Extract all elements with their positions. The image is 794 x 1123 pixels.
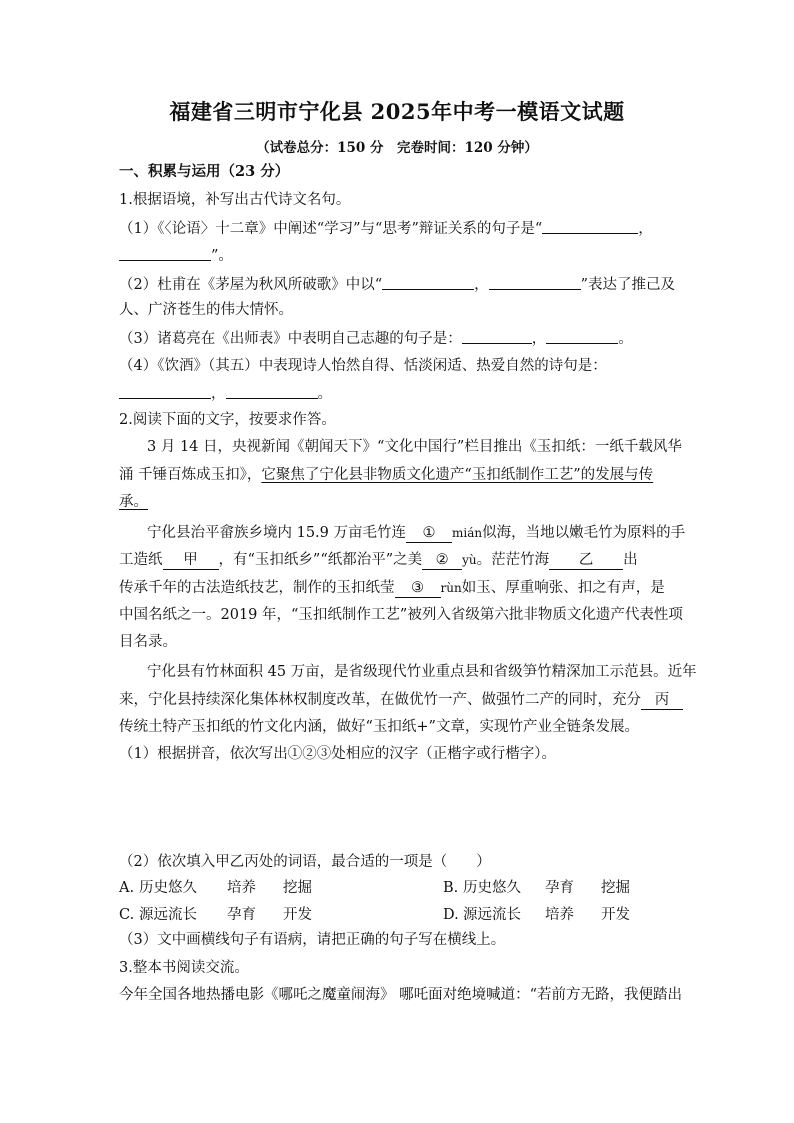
option-c[interactable]: C. 源远流长 孕育 开发 bbox=[119, 907, 312, 923]
blank-mark-2[interactable]: ② bbox=[422, 551, 462, 570]
answer-blank[interactable] bbox=[119, 245, 211, 261]
option-b[interactable]: B. 历史悠久 孕育 挖掘 bbox=[443, 880, 630, 896]
passage-para2-line3: 传承千年的古法造纸技艺，制作的玉扣纸莹 ③ rùn如玉、厚重响张、扣之有声，是 bbox=[119, 580, 665, 596]
underlined-sentence: 它聚焦了宁化县非物质文化遗产“玉扣纸制作工艺”的发展与传 bbox=[261, 467, 654, 483]
q1-stem: 1.根据语境，补写出古代诗文名句。 bbox=[119, 192, 351, 208]
answer-blank[interactable] bbox=[119, 383, 211, 399]
blank-mark-yi[interactable]: 乙 bbox=[549, 551, 623, 570]
answer-blank[interactable] bbox=[489, 274, 581, 290]
pinyin-1: mián bbox=[452, 526, 483, 540]
section-heading: 一、积累与运用（23 分） bbox=[119, 163, 290, 180]
passage-para2-line1: 宁化县治平畲族乡境内 15.9 万亩毛竹连 ① mián似海，当地以嫩毛竹为原料的手 bbox=[147, 525, 686, 541]
answer-blank[interactable] bbox=[542, 218, 638, 234]
answer-blank[interactable] bbox=[382, 274, 474, 290]
answer-blank[interactable] bbox=[462, 328, 532, 344]
q1-part4-line1: （4）《饮酒》（其五）中表现诗人怡然自得、恬淡闲适、热爱自然的诗句是： bbox=[119, 358, 607, 374]
q1-part2-line2: 人、广济苍生的伟大情怀。 bbox=[119, 302, 293, 318]
blank-mark-1[interactable]: ① bbox=[406, 524, 452, 543]
q2-sub3: （3）文中画横线句子有语病，请把正确的句子写在横线上。 bbox=[119, 932, 506, 948]
option-d[interactable]: D. 源远流长 培养 开发 bbox=[443, 907, 630, 923]
q2-sub1: （1）根据拼音，依次写出①②③处相应的汉字（正楷字或行楷字）。 bbox=[119, 746, 556, 762]
exam-title: 福建省三明市宁化县 2025年中考一模语文试题 bbox=[169, 99, 625, 124]
passage-para1-line3 bbox=[119, 492, 679, 512]
q1-part1-line1: （1）《〈论语〉十二章》中阐述“学习”与“思考”辩证关系的句子是“ ， bbox=[119, 218, 679, 239]
answer-blank[interactable] bbox=[546, 328, 618, 344]
pinyin-3: rùn bbox=[440, 581, 462, 595]
q2-stem: 2.阅读下面的文字，按要求作答。 bbox=[119, 412, 336, 428]
passage-para1-line2: 涌 千锤百炼成玉扣》，它聚焦了宁化县非物质文化遗产“玉扣纸制作工艺”的发展与传 bbox=[119, 467, 654, 483]
passage-para3-line3: 传统土特产玉扣纸的竹文化内涵，做好“玉扣纸+”文章，实现竹产业全链条发展。 bbox=[119, 719, 639, 735]
underlined-sentence-end: 承。 bbox=[119, 494, 148, 510]
q1-part2-line1: （2）杜甫在《茅屋为秋风所破歌》中以“ ， ”表达了推己及 bbox=[119, 274, 679, 295]
q2-sub2: （2）依次填入甲乙丙处的词语，最合适的一项是（ ） bbox=[119, 854, 491, 870]
option-a[interactable]: A. 历史悠久 培养 挖掘 bbox=[119, 880, 312, 896]
q1-part4-line2: ， 。 bbox=[119, 383, 679, 404]
passage-para2-line2: 工造纸 甲 ，有“玉扣纸乡”“纸都治平”之美 ② yù。茫茫竹海 乙 出 bbox=[119, 552, 638, 568]
blank-mark-3[interactable]: ③ bbox=[395, 579, 441, 598]
passage-para2-line4: 中国名纸之一。2019 年，“玉扣纸制作工艺”被列入省级第六批非物质文化遗产代表性项 bbox=[119, 607, 683, 623]
answer-blank[interactable] bbox=[226, 383, 318, 399]
blank-mark-jia[interactable]: 甲 bbox=[163, 551, 219, 570]
q1-part1-line2: ”。 bbox=[119, 245, 679, 266]
passage-para3-line1: 宁化县有竹林面积 45 万亩，是省级现代竹业重点县和省级笋竹精深加工示范县。近年 bbox=[147, 664, 697, 680]
passage-para2-line5: 目名录。 bbox=[119, 634, 177, 650]
pinyin-2: yù bbox=[462, 553, 477, 567]
exam-subtitle: （试卷总分：150 分 完卷时间：120 分钟） bbox=[256, 140, 538, 156]
q1-part3: （3）诸葛亮在《出师表》中表明自己志趣的句子是： ， 。 bbox=[119, 328, 679, 349]
passage-para3-line2: 来，宁化县持续深化集体林权制度改革，在做优竹一产、做强竹二产的同时，充分 丙 bbox=[119, 690, 679, 710]
passage-para1-line1: 3 月 14 日，央视新闻《朝闻天下》“文化中国行”栏目推出《玉扣纸：一纸千载风华 bbox=[147, 439, 682, 455]
blank-mark-bing[interactable]: 丙 bbox=[641, 691, 683, 710]
q3-line1: 今年全国各地热播电影《哪吒之魔童闹海》 哪吒面对绝境喊道：“若前方无路，我便踏出 bbox=[119, 987, 683, 1003]
q3-stem: 3.整本书阅读交流。 bbox=[119, 960, 249, 976]
